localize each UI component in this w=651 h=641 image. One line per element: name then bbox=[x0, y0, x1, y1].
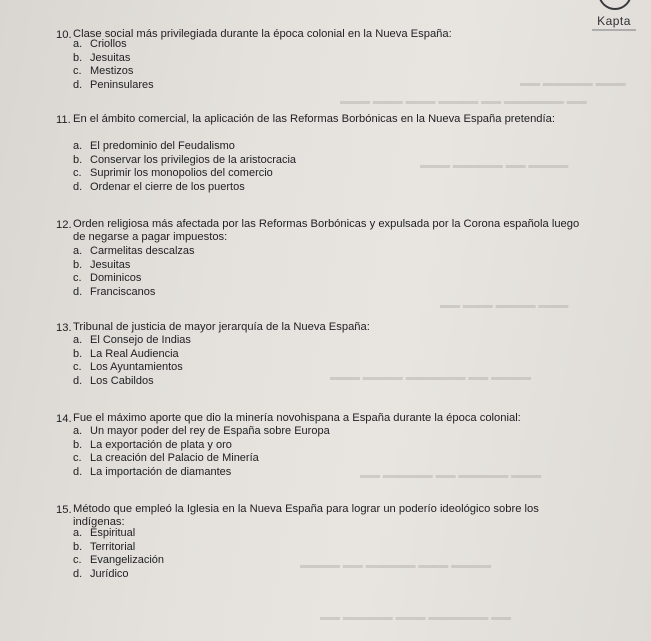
answer-options bbox=[73, 527, 164, 582]
answer-options bbox=[73, 425, 330, 480]
question-number: 10. bbox=[56, 29, 72, 41]
answer-options bbox=[73, 38, 154, 93]
option-c[interactable]: c. Mestizos bbox=[73, 65, 134, 78]
option-c[interactable]: c. Dominicos bbox=[73, 272, 142, 285]
answer-options bbox=[73, 334, 191, 389]
option-a[interactable]: a. Espiritual bbox=[73, 527, 136, 539]
option-c[interactable]: c. Suprimir los monopolios del comercio bbox=[73, 167, 273, 180]
show-through-text: ▬▬▬▬ ▬▬ ▬▬▬▬▬▬ ▬▬▬▬ ▬▬▬ bbox=[330, 372, 532, 383]
question-number: 15. bbox=[56, 504, 72, 516]
question-number: 11. bbox=[56, 114, 71, 126]
answer-options bbox=[73, 140, 296, 195]
answer-options bbox=[73, 245, 195, 300]
option-b[interactable]: b. La Real Audiencia bbox=[73, 347, 179, 360]
show-through-text: ▬▬▬ ▬▬▬▬ ▬▬▬ ▬▬ bbox=[440, 300, 569, 311]
option-a[interactable]: a. El predominio del Feudalismo bbox=[73, 140, 235, 152]
kapta-logo bbox=[584, 0, 644, 36]
logo-name: Kapta bbox=[597, 14, 631, 28]
question-text: Método que empleó la Iglesia en la Nueva España para lograr un poderío ideológico sobre los indígenas: bbox=[73, 503, 539, 528]
option-b[interactable]: b. Territorial bbox=[73, 540, 136, 553]
option-d[interactable]: d. Franciscanos bbox=[73, 286, 156, 299]
question-text: En el ámbito comercial, la aplicación de las Reformas Borbónicas en la Nueva España pretendía: bbox=[73, 113, 555, 125]
option-c[interactable]: c. Evangelización bbox=[73, 554, 164, 567]
option-d[interactable]: d. La importación de diamantes bbox=[73, 466, 232, 479]
question-text: Fue el máximo aporte que dio la minería novohispana a España durante la época colonial: bbox=[73, 412, 521, 424]
option-b[interactable]: b. Jesuitas bbox=[73, 258, 131, 271]
option-a[interactable]: a. Carmelitas descalzas bbox=[73, 245, 195, 257]
option-a[interactable]: a. Un mayor poder del rey de España sobre Europa bbox=[73, 425, 330, 437]
option-b[interactable]: b. La exportación de plata y oro bbox=[73, 438, 232, 451]
show-through-text: ▬▬▬ ▬▬▬▬▬ ▬▬ ▬▬▬▬▬ ▬▬ bbox=[360, 470, 542, 481]
question-number: 12. bbox=[56, 219, 72, 231]
question-number: 13. bbox=[56, 322, 72, 334]
option-d[interactable]: d. Jurídico bbox=[73, 568, 129, 581]
option-d[interactable]: d. Los Cabildos bbox=[73, 375, 154, 388]
option-b[interactable]: b. Jesuitas bbox=[73, 51, 131, 64]
logo-tagline-line bbox=[592, 29, 636, 31]
option-d[interactable]: d. Ordenar el cierre de los puertos bbox=[73, 181, 245, 194]
question-text: Orden religiosa más afectada por las Reformas Borbónicas y expulsada por la Corona española luego de negarse a pagar impuestos: bbox=[73, 218, 580, 243]
option-c[interactable]: c. La creación del Palacio de Minería bbox=[73, 452, 259, 465]
question-number: 14. bbox=[56, 413, 72, 425]
option-c[interactable]: c. Los Ayuntamientos bbox=[73, 361, 183, 374]
show-through-text: ▬▬▬ ▬▬▬▬▬ ▬▬ bbox=[520, 78, 626, 89]
question-text: Clase social más privilegiada durante la época colonial en la Nueva España: bbox=[73, 28, 452, 40]
option-d[interactable]: d. Peninsulares bbox=[73, 79, 154, 92]
logo-mark-icon bbox=[598, 0, 632, 10]
question-text: Tribunal de justicia de mayor jerarquía de la Nueva España: bbox=[73, 321, 370, 333]
show-through-text: ▬▬ ▬▬▬▬▬▬ ▬▬▬ ▬▬▬▬▬ ▬▬ bbox=[320, 612, 512, 623]
show-through-text: ▬▬ ▬▬▬▬▬▬ ▬▬ ▬▬▬▬ ▬▬▬ ▬▬▬ ▬▬▬ bbox=[340, 96, 587, 107]
option-a[interactable]: a. Criollos bbox=[73, 38, 127, 50]
option-a[interactable]: a. El Consejo de Indias bbox=[73, 334, 191, 346]
option-b[interactable]: b. Conservar los privilegios de la aristocracia bbox=[73, 153, 297, 166]
show-through-text: ▬▬▬▬ ▬▬▬ ▬▬▬▬▬ ▬▬ ▬▬▬▬ bbox=[300, 560, 492, 571]
show-through-text: ▬▬▬▬ ▬▬ ▬▬▬▬▬ ▬▬▬ bbox=[420, 160, 569, 171]
